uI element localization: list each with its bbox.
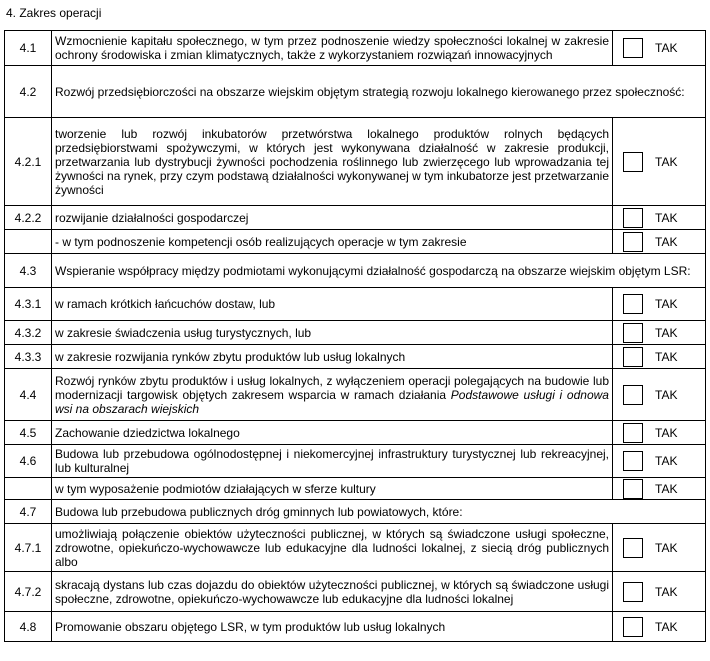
form-row	[5, 478, 706, 500]
row-number: 4.2.1	[5, 118, 52, 206]
operation-scope-table	[4, 30, 706, 642]
tak-label: TAK	[655, 387, 678, 402]
tak-checkbox[interactable]	[623, 423, 643, 443]
tak-cell	[613, 421, 706, 445]
row-description	[52, 288, 613, 321]
tak-cell	[613, 321, 706, 345]
tak-cell	[613, 478, 706, 500]
tak-checkbox[interactable]	[623, 38, 643, 58]
form-row	[5, 288, 706, 321]
row-description	[52, 524, 613, 572]
tak-label: TAK	[655, 425, 678, 440]
row-number: 4.5	[5, 421, 52, 445]
tak-checkbox[interactable]	[623, 582, 643, 602]
row-number: 4.3.2	[5, 321, 52, 345]
row-description	[52, 345, 613, 369]
row-description-text: umożliwiają połączenie obiektów użyteczności publicznej, w których są świadczone usługi społeczne, zdrowotne, opiekuńczo-wychowawcze lub edukacyjne dla ludności lokalnej, z siecią dróg publicznych albo	[55, 526, 609, 569]
tak-cell	[613, 288, 706, 321]
tak-option	[613, 538, 705, 558]
row-description	[52, 500, 706, 524]
form-row	[5, 572, 706, 612]
row-number: 4.7.2	[5, 572, 52, 612]
tak-cell	[613, 445, 706, 478]
tak-label: TAK	[655, 584, 678, 599]
row-description-text: w ramach krótkich łańcuchów dostaw, lub	[55, 297, 276, 311]
form-row	[5, 118, 706, 206]
tak-checkbox[interactable]	[623, 294, 643, 314]
tak-cell	[613, 206, 706, 230]
tak-option	[613, 38, 705, 58]
tak-cell	[613, 572, 706, 612]
tak-checkbox[interactable]	[623, 347, 643, 367]
row-description-text: Wspieranie współpracy między podmiotami wykonującymi działalność gospodarczą na obszarze wiejskim objętym LSR:	[55, 263, 691, 278]
tak-checkbox[interactable]	[623, 479, 643, 499]
tak-checkbox[interactable]	[623, 152, 643, 172]
row-description-italic: Podstawowe usługi i odnowa wsi na obszarach wiejskich	[55, 387, 609, 416]
tak-checkbox[interactable]	[623, 538, 643, 558]
row-description-text: w tym wyposażenie podmiotów działających w sferze kultury	[55, 481, 376, 496]
tak-cell	[613, 118, 706, 206]
row-description	[52, 31, 613, 66]
form-row	[5, 230, 706, 254]
tak-label: TAK	[655, 210, 678, 225]
row-description-text: Rozwój przedsiębiorczości na obszarze wiejskim objętym strategią rozwoju lokalnego kierowanego przez społeczność:	[55, 84, 685, 99]
row-description	[52, 230, 613, 254]
form-row	[5, 345, 706, 369]
tak-option	[613, 617, 705, 637]
tak-label: TAK	[655, 154, 678, 169]
row-description	[52, 254, 706, 288]
tak-checkbox[interactable]	[623, 385, 643, 405]
tak-option	[613, 423, 705, 443]
row-number	[5, 478, 52, 500]
tak-label: TAK	[655, 454, 678, 468]
form-row	[5, 254, 706, 288]
row-description-text: Budowa lub przebudowa ogólnodostępnej i niekomercyjnej infrastruktury turystycznej lub rekreacyjnej, lub kulturalnej	[55, 447, 609, 475]
tak-checkbox[interactable]	[623, 208, 643, 228]
row-description	[52, 572, 613, 612]
tak-checkbox[interactable]	[623, 617, 643, 637]
tak-cell	[613, 369, 706, 421]
tak-option	[613, 152, 705, 172]
row-number: 4.3.1	[5, 288, 52, 321]
tak-label: TAK	[655, 325, 678, 340]
tak-checkbox[interactable]	[623, 232, 643, 252]
row-number: 4.3.3	[5, 345, 52, 369]
row-description	[52, 118, 613, 206]
row-number	[5, 230, 52, 254]
row-description-text: Promowanie obszaru objętego LSR, w tym produktów lub usług lokalnych	[55, 619, 446, 634]
row-description-text: w zakresie rozwijania rynków zbytu produktów lub usług lokalnych	[55, 349, 406, 364]
tak-option	[613, 451, 705, 471]
row-description	[52, 421, 613, 445]
row-description-text: Budowa lub przebudowa publicznych dróg gminnych lub powiatowych, które:	[55, 504, 463, 519]
tak-cell	[613, 612, 706, 642]
tak-option	[613, 208, 705, 228]
tak-label: TAK	[655, 234, 678, 249]
row-description	[52, 206, 613, 230]
tak-label: TAK	[655, 481, 678, 496]
tak-cell	[613, 31, 706, 66]
tak-label: TAK	[655, 41, 678, 55]
tak-label: TAK	[655, 540, 678, 555]
row-description-text: Zachowanie dziedzictwa lokalnego	[55, 425, 240, 440]
form-row	[5, 31, 706, 66]
row-description	[52, 369, 613, 421]
row-number: 4.7	[5, 500, 52, 524]
row-number: 4.2.2	[5, 206, 52, 230]
row-number: 4.7.1	[5, 524, 52, 572]
row-number: 4.1	[5, 31, 52, 66]
tak-option	[613, 479, 705, 499]
form-row	[5, 445, 706, 478]
row-number: 4.4	[5, 369, 52, 421]
row-number: 4.2	[5, 66, 52, 118]
row-description	[52, 478, 613, 500]
tak-cell	[613, 345, 706, 369]
form-row	[5, 500, 706, 524]
form-row	[5, 421, 706, 445]
tak-label: TAK	[655, 619, 678, 634]
row-description-text: - w tym podnoszenie kompetencji osób realizujących operacje w tym zakresie	[55, 234, 467, 249]
form-row	[5, 66, 706, 118]
tak-cell	[613, 230, 706, 254]
row-description-text: w zakresie świadczenia usług turystycznych, lub	[55, 325, 312, 340]
row-description	[52, 612, 613, 642]
tak-option	[613, 385, 705, 405]
tak-label: TAK	[655, 297, 678, 311]
row-description-text: tworzenie lub rozwój inkubatorów przetwórstwa lokalnego produktów rolnych będących przedsiębiorstwami spożywczymi, w których jest wykonywana działalność w zakresie produkcji, przetwarzania lub dystrybucji żywności pochodzenia roślinnego lub zwierzęcego lub wprowadzania tej żywności na rynek, przy czym podstawą działalności wykonywanej w tym inkubatorze jest przetwarzanie żywności	[55, 126, 609, 197]
tak-checkbox[interactable]	[623, 451, 643, 471]
row-description	[52, 66, 706, 118]
form-row	[5, 612, 706, 642]
tak-option	[613, 582, 705, 602]
row-number: 4.3	[5, 254, 52, 288]
tak-option	[613, 347, 705, 367]
tak-checkbox[interactable]	[623, 323, 643, 343]
section-title: 4. Zakres operacji	[6, 6, 102, 20]
row-description-text: rozwijanie działalności gospodarczej	[55, 210, 249, 225]
row-number: 4.6	[5, 445, 52, 478]
form-row	[5, 369, 706, 421]
form-row	[5, 321, 706, 345]
tak-option	[613, 323, 705, 343]
row-description-text: skracają dystans lub czas dojazdu do obiektów użyteczności publicznej, w których są świadczone usługi społeczne, zdrowotne, opiekuńczo-wychowawcze lub edukacyjne dla ludności lokalnej	[55, 577, 609, 606]
row-number: 4.8	[5, 612, 52, 642]
tak-cell	[613, 524, 706, 572]
row-description-text: Rozwój rynków zbytu produktów i usług lokalnych, z wyłączeniem operacji polegających na budowie lub modernizacji targowisk objętych zakresem wsparcia w ramach działania	[55, 373, 609, 402]
row-description	[52, 445, 613, 478]
row-description-text: Wzmocnienie kapitału społecznego, w tym przez podnoszenie wiedzy społeczności lokalnej w zakresie ochrony środowiska i zmian klimatycznych, także z wykorzystaniem rozwiązań innowacyjnych	[55, 34, 609, 62]
tak-option	[613, 294, 705, 314]
tak-option	[613, 232, 705, 252]
tak-label: TAK	[655, 349, 678, 364]
form-row	[5, 206, 706, 230]
row-description	[52, 321, 613, 345]
form-row	[5, 524, 706, 572]
